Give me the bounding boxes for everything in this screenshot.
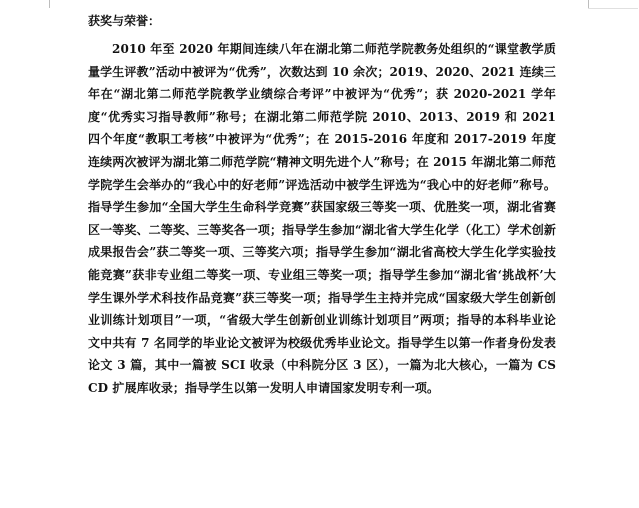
body-paragraph[interactable]: 2010 年至 2020 年期间连续八年在湖北第二师范学院教务处组织的“课堂教学质量学生评教”活动中被评为“优秀”，次数达到 10 余次；2019、2020、2021 连续三年在“湖北第二师范学院教学业绩综合考评”中被评为“优秀”；获 2020-2021 学年度“优秀实习指导教师”称号；在湖北第二师范学院 2010、2013、2019 和 2021 四个年度“教职工考核”中被评为“优秀”；在 2015-2016 年度和 2017-2019 年度连续两次被评为湖北第二师范学院“精神文明先进个人”称号；在 2015 年湖北第二师范学院学生会举办的“我心中的好老师”评选活动中被学生评选为“我心中的好老师”称号。指导学生参加“全国大学生生命科学竞赛”获国家级三等奖一项、优胜奖一项，湖北省赛区一等奖、二等奖、三等奖各一项；指导学生参加“湖北省大学生化学（化工）学术创新成果报告会”获二等奖一项、三等奖六项；指导学生参加“湖北省高校大学生化学实验技能竞赛”获非专业组二等奖一项、专业组三等奖一项；指导学生参加“湖北省‘挑战杯’大学生课外学术科技作品竞赛”获三等奖一项；指导学生主持并完成“国家级大学生创新创业训练计划项目”一项，“省级大学生创新创业训练计划项目”两项；指导的本科毕业论文中共有 7 名同学的毕业论文被评为校级优秀毕业论文。指导学生以第一作者身份发表论文 3 篇，其中一篇被 SCI 收录（中科院分区 3 区），一篇为北大核心，一篇为 CSCD 扩展库收录；指导学生以第一发明人申请国家发明专利一项。	[88, 42, 556, 395]
document-body	[88, 8, 556, 400]
margin-corner-mark-right	[588, 0, 589, 8]
margin-corner-mark-left	[49, 0, 50, 8]
section-heading: 获奖与荣誉：	[88, 14, 161, 28]
margin-rule-right	[588, 8, 638, 9]
